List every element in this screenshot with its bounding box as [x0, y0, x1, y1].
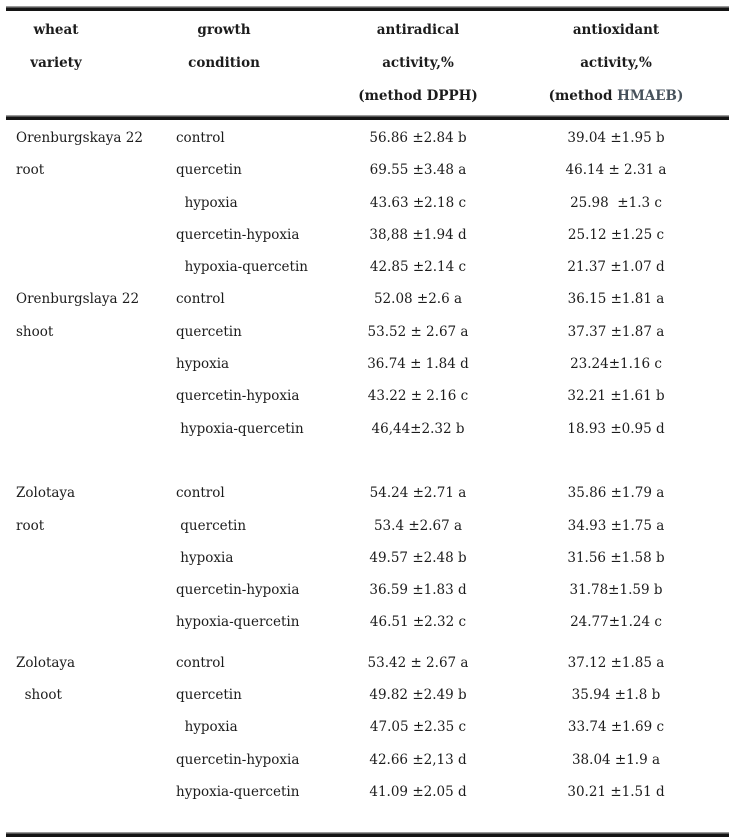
condition-cell: control: [176, 485, 225, 502]
variety-cell: [0, 574, 161, 606]
dpph-value-cell: 46,44±2.32 b: [371, 420, 465, 437]
dpph-value-cell: 49.57 ±2.48 b: [369, 549, 467, 566]
hmaeb-value-cell: 46.14 ± 2.31 a: [565, 162, 667, 179]
condition-cell: hypoxia-quercetin: [176, 420, 304, 437]
variety-cell: root: [16, 162, 45, 179]
header-method-hmaeb: [521, 80, 735, 113]
table-row: [0, 413, 735, 445]
variety-cell: [0, 348, 161, 380]
variety-cell: root: [16, 517, 45, 534]
hmaeb-value-cell: 31.56 ±1.58 b: [567, 549, 665, 566]
table-row: [0, 380, 735, 412]
variety-group: [0, 477, 735, 638]
dpph-value-cell: 53.4 ±2.67 a: [373, 517, 463, 534]
header-row-2: [0, 47, 735, 80]
variety-group: [0, 283, 735, 444]
condition-cell: hypoxia-quercetin: [176, 614, 300, 631]
header-wheat-variety: [0, 47, 161, 80]
dpph-value-cell: 54.24 ±2.71 a: [369, 485, 467, 502]
hmaeb-value-cell: 35.94 ±1.8 b: [571, 687, 661, 704]
hmaeb-value-cell: 25.12 ±1.25 c: [567, 226, 665, 243]
dpph-value-cell: 41.09 ±2.05 d: [369, 783, 467, 800]
dpph-value-cell: 53.42 ± 2.67 a: [367, 654, 469, 671]
hmaeb-value-cell: 23.24±1.16 c: [570, 356, 662, 373]
hmaeb-value-cell: 32.21 ±1.61 b: [567, 388, 665, 405]
hmaeb-value-cell: 36.15 ±1.81 a: [567, 291, 665, 308]
dpph-value-cell: 49.82 ±2.49 b: [369, 687, 467, 704]
table-row: [0, 187, 735, 219]
condition-cell: control: [176, 130, 225, 146]
header-antiradical-activity: antiradical: [376, 22, 460, 38]
header-row-3: [0, 80, 735, 113]
hmaeb-value-cell: 33.74 ±1.69 c: [567, 719, 665, 736]
table-bottom-rule: [6, 832, 729, 837]
variety-group: [0, 122, 735, 283]
dpph-value-cell: 53.52 ± 2.67 a: [367, 323, 469, 340]
table-row: [0, 219, 735, 251]
dpph-value-cell: 69.55 ±3.48 a: [369, 162, 467, 179]
header-method-dpph: (method DPPH): [358, 88, 478, 104]
dpph-value-cell: 56.86 ±2.84 b: [369, 130, 467, 146]
table-row: [0, 122, 735, 154]
condition-cell: quercetin-hypoxia: [176, 582, 300, 599]
condition-cell: hypoxia-quercetin: [176, 259, 308, 276]
hmaeb-value-cell: 38.04 ±1.9 a: [571, 751, 661, 768]
variety-group: [0, 647, 735, 808]
header-antioxidant-activity: activity,%: [580, 55, 652, 71]
table-row: [0, 510, 735, 542]
header-wheat-variety: [0, 14, 161, 47]
table-header: [0, 11, 735, 115]
variety-cell: [0, 219, 161, 251]
table-row: [0, 154, 735, 186]
condition-cell: quercetin: [176, 687, 242, 704]
dpph-value-cell: 36.74 ± 1.84 d: [367, 356, 469, 373]
variety-cell: [0, 413, 161, 445]
dpph-value-cell: 46.51 ±2.32 c: [369, 614, 467, 631]
table-row: [0, 679, 735, 711]
header-text: variety: [30, 55, 82, 71]
table-row: [0, 348, 735, 380]
variety-cell: [0, 606, 161, 638]
table-row: [0, 251, 735, 283]
condition-cell: hypoxia-quercetin: [176, 783, 300, 800]
table-body: [0, 120, 735, 808]
condition-cell: quercetin: [176, 162, 242, 179]
hmaeb-value-cell: 24.77±1.24 c: [570, 614, 662, 631]
method-prefix: (method: [548, 88, 618, 104]
variety-cell: [0, 251, 161, 283]
hmaeb-value-cell: 18.93 ±0.95 d: [567, 420, 665, 437]
variety-cell: [0, 711, 161, 743]
table-row: [0, 776, 735, 808]
table-row: [0, 316, 735, 348]
header-empty-cell: [161, 80, 309, 113]
hmaeb-value-cell: 34.93 ±1.75 a: [567, 517, 665, 534]
dpph-value-cell: 43.22 ± 2.16 c: [367, 388, 469, 405]
condition-cell: quercetin-hypoxia: [176, 388, 300, 405]
header-row-1: [0, 14, 735, 47]
header-text: condition: [188, 55, 260, 71]
hmaeb-value-cell: 39.04 ±1.95 b: [567, 130, 665, 146]
table-row: [0, 574, 735, 606]
variety-cell: [0, 744, 161, 776]
header-text: wheat: [33, 22, 79, 38]
hmaeb-value-cell: 25.98 ±1.3 c: [570, 194, 662, 211]
dpph-value-cell: 42.66 ±2,13 d: [369, 751, 467, 768]
table-row: [0, 606, 735, 638]
header-antioxidant-activity: antioxidant: [572, 22, 660, 38]
condition-cell: hypoxia: [176, 356, 230, 373]
hmaeb-value-cell: 37.37 ±1.87 a: [567, 323, 665, 340]
header-growth-condition: [161, 14, 309, 47]
variety-cell: [0, 542, 161, 574]
condition-cell: control: [176, 291, 225, 308]
condition-cell: quercetin: [176, 517, 247, 534]
header-text: growth: [197, 22, 251, 38]
condition-cell: control: [176, 654, 225, 671]
table-row: [0, 477, 735, 509]
table-row: [0, 744, 735, 776]
bottom-spacer: [0, 808, 735, 832]
condition-cell: hypoxia: [176, 194, 238, 211]
variety-cell: Orenburgslaya 22: [16, 291, 140, 308]
hmaeb-value-cell: 30.21 ±1.51 d: [567, 783, 665, 800]
condition-cell: quercetin-hypoxia: [176, 751, 300, 768]
table-row: [0, 542, 735, 574]
variety-cell: shoot: [16, 323, 54, 340]
variety-cell: Zolotaya: [16, 654, 76, 671]
condition-cell: quercetin: [176, 323, 242, 340]
header-antiradical-activity: activity,%: [382, 55, 454, 71]
hmaeb-value-cell: 31.78±1.59 b: [569, 582, 663, 599]
table-row: [0, 711, 735, 743]
header-empty-cell: [0, 80, 161, 113]
dpph-value-cell: 38,88 ±1.94 d: [369, 226, 467, 243]
variety-cell: Zolotaya: [16, 485, 76, 502]
condition-cell: hypoxia: [176, 719, 238, 736]
method-name-hmaeb: HMAEB): [617, 88, 684, 104]
dpph-value-cell: 52.08 ±2.6 a: [373, 291, 463, 308]
condition-cell: quercetin-hypoxia: [176, 226, 300, 243]
condition-cell: hypoxia: [176, 549, 234, 566]
hmaeb-value-cell: 37.12 ±1.85 a: [567, 654, 665, 671]
dpph-value-cell: 47.05 ±2.35 c: [369, 719, 467, 736]
dpph-value-cell: 42.85 ±2.14 c: [369, 259, 467, 276]
variety-cell: shoot: [16, 687, 62, 704]
header-growth-condition: [161, 47, 309, 80]
dpph-value-cell: 36.59 ±1.83 d: [369, 582, 467, 599]
variety-cell: [0, 380, 161, 412]
hmaeb-value-cell: 21.37 ±1.07 d: [567, 259, 665, 276]
hmaeb-value-cell: 35.86 ±1.79 a: [567, 485, 665, 502]
variety-cell: Orenburgskaya 22: [16, 130, 143, 146]
variety-cell: [0, 776, 161, 808]
table-row: [0, 647, 735, 679]
variety-cell: [0, 187, 161, 219]
dpph-value-cell: 43.63 ±2.18 c: [369, 194, 467, 211]
table-row: [0, 283, 735, 315]
